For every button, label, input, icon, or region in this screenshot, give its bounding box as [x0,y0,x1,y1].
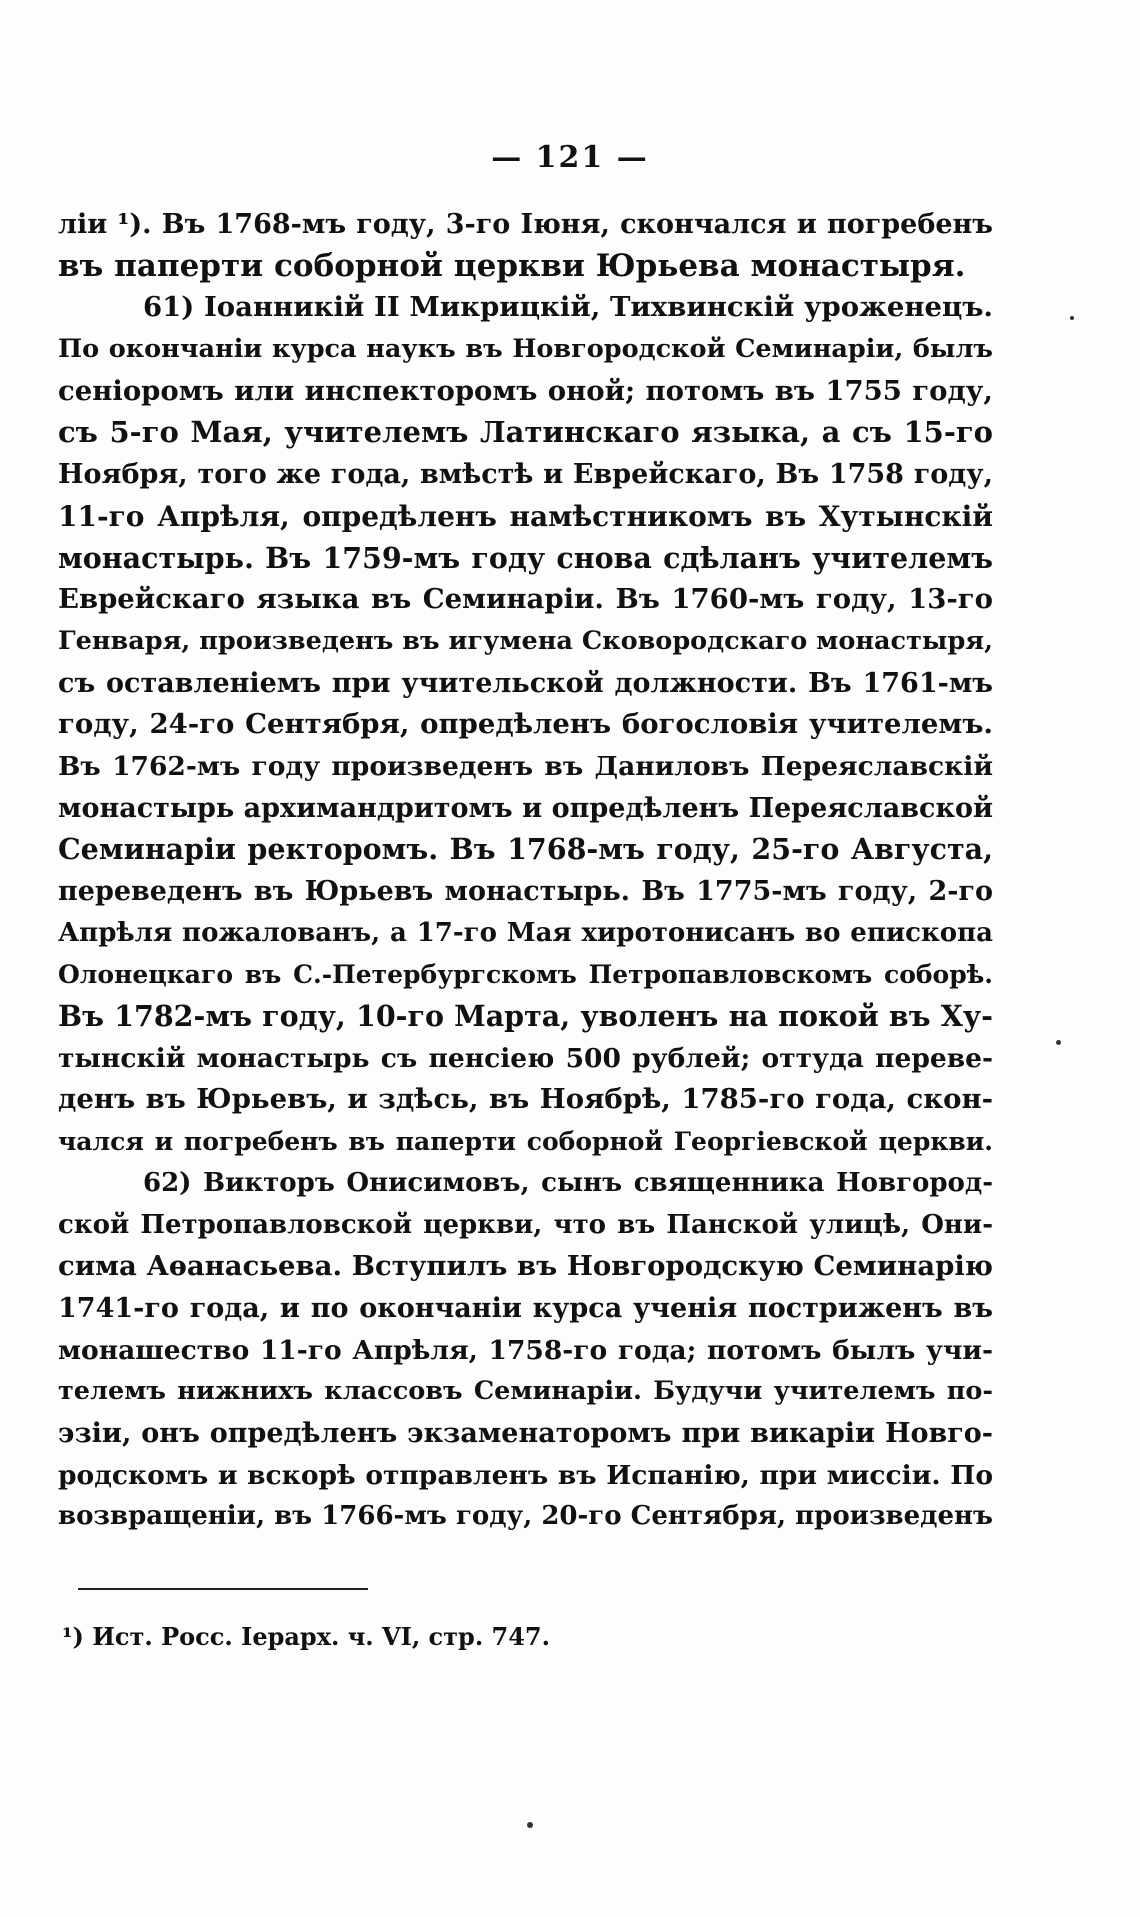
print-speck [527,1822,533,1828]
text-line: съ оставленіемъ при учительской должности. Въ 1761-мъ [58,667,993,699]
text-line: Олонецкаго въ С.-Петербургскомъ Петропавловскомъ соборѣ. [58,960,993,990]
text-line: Семинаріи ректоромъ. Въ 1768-мъ году, 25-го Августа, [58,832,993,867]
text-line: съ 5-го Мая, учителемъ Латинскаго языка, а съ 15-го [58,415,993,450]
text-line: денъ въ Юрьевъ, и здѣсь, въ Ноябрѣ, 1785-го года, скон- [58,1083,993,1116]
page-number: — 121 — [491,140,649,175]
text-line: Апрѣля пожалованъ, а 17-го Мая хиротонисанъ во епископа [58,917,993,948]
text-line: эзіи, онъ опредѣленъ экзаменаторомъ при викаріи Новго- [58,1417,993,1449]
text-line: монастырь архимандритомъ и опредѣленъ Переяславской [58,792,993,824]
text-line: чался и погребенъ въ паперти соборной Георгіевской церкви. [58,1127,993,1157]
text-line: монашество 11-го Апрѣля, 1758-го года; потомъ былъ учи- [58,1334,993,1366]
text-line: переведенъ въ Юрьевъ монастырь. Въ 1775-мъ году, 2-го [58,876,993,907]
text-line: 1741-го года, и по окончаніи курса ученія постриженъ въ [58,1292,993,1324]
print-speck [1070,316,1074,320]
text-line: ской Петропавловской церкви, что въ Панской улицѣ, Они- [58,1209,993,1240]
text-line: сеніоромъ или инспекторомъ оной; потомъ въ 1755 году, [58,374,993,407]
text-line: Генваря, произведенъ въ игумена Сковородскаго монастыря, [58,625,993,656]
text-line: тынскій монастырь съ пенсіею 500 рублей; оттуда переве- [58,1042,993,1074]
text-line: телемъ нижнихъ классовъ Семинаріи. Будучи учителемъ по- [58,1376,993,1407]
text-line: году, 24-го Сентября, опредѣленъ богословія учителемъ. [58,708,993,741]
print-speck [1056,1040,1061,1045]
text-line: монастырь. Въ 1759-мъ году снова сдѣланъ учителемъ [58,540,993,575]
text-line: Еврейскаго языка въ Семинаріи. Въ 1760-мъ году, 13-го [58,583,993,616]
text-line: Въ 1782-мъ году, 10-го Марта, уволенъ на покой въ Ху- [58,999,993,1034]
text-line: Въ 1762-мъ году произведенъ въ Даниловъ Переяславскій [58,750,993,782]
footnote-rule [78,1588,368,1590]
text-line: возвращеніи, въ 1766-мъ году, 20-го Сентября, произведенъ [58,1501,993,1532]
text-line: 11-го Апрѣля, опредѣленъ намѣстникомъ въ Хутынскій [58,499,993,533]
text-line: Ноября, того же года, вмѣстѣ и Еврейскаго, Въ 1758 году, [58,459,993,491]
text-line: По окончаніи курса наукъ въ Новгородской Семинаріи, былъ [58,334,993,365]
text-line: въ паперти соборной церкви Юрьева монастыря. [58,247,966,284]
text-line: сима Аѳанасьева. Вступилъ въ Новгородскую Семинарію [58,1250,993,1283]
text-line: 62) Викторъ Онисимовъ, сынъ священника Новгород- [143,1167,993,1198]
footnote: ¹) Ист. Росс. Іерарх. ч. VI, стр. 747. [62,1622,550,1651]
text-line: ліи ¹). Въ 1768-мъ году, 3-го Іюня, скончался и погребенъ [58,209,993,240]
text-line: 61) Іоанникій II Микрицкій, Тихвинскій уроженецъ. [143,291,993,324]
body-text [58,204,993,1538]
text-line: родскомъ и вскорѣ отправленъ въ Испанію, при миссіи. По [58,1459,993,1491]
